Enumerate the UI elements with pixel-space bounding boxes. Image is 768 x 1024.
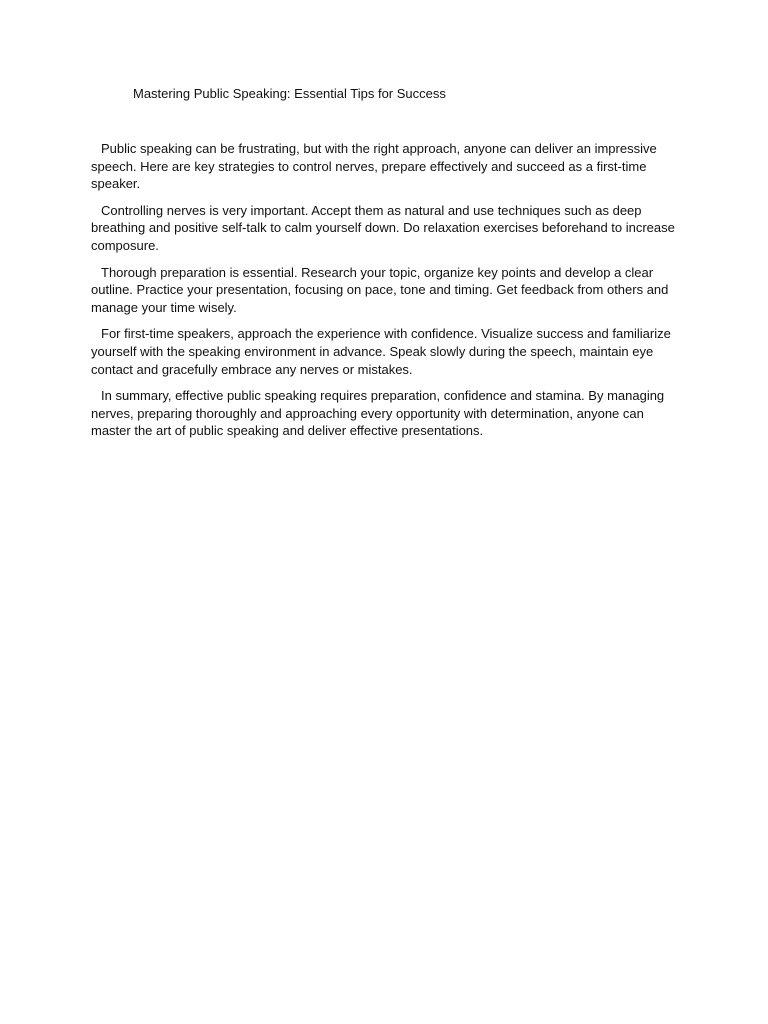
document-body (91, 140, 681, 449)
paragraph-summary: In summary, effective public speaking requires preparation, confidence and stamina. By managing nerves, preparing thoroughly and approaching every opportunity with determination, anyone can master the art of public speaking and deliver effective presentations. (91, 388, 665, 439)
paragraph-nerves: Controlling nerves is very important. Accept them as natural and use techniques such as deep breathing and positive self-talk to calm yourself down. Do relaxation exercises beforehand to increase composure. (91, 202, 675, 253)
paragraph-first-time: For first-time speakers, approach the experience with confidence. Visualize success and familiarize yourself with the speaking environment in advance. Speak slowly during the speech, maintain eye contact and gracefully embrace any nerves or mistakes. (91, 326, 671, 377)
document-title: Mastering Public Speaking: Essential Tips for Success (133, 86, 446, 101)
paragraph-preparation: Thorough preparation is essential. Research your topic, organize key points and develop a clear outline. Practice your presentation, focusing on pace, tone and timing. Get feedback from others and manage your time wisely. (91, 264, 669, 315)
paragraph-intro: Public speaking can be frustrating, but with the right approach, anyone can deliver an impressive speech. Here are key strategies to control nerves, prepare effectively and succeed as a first-time speaker. (91, 141, 657, 192)
